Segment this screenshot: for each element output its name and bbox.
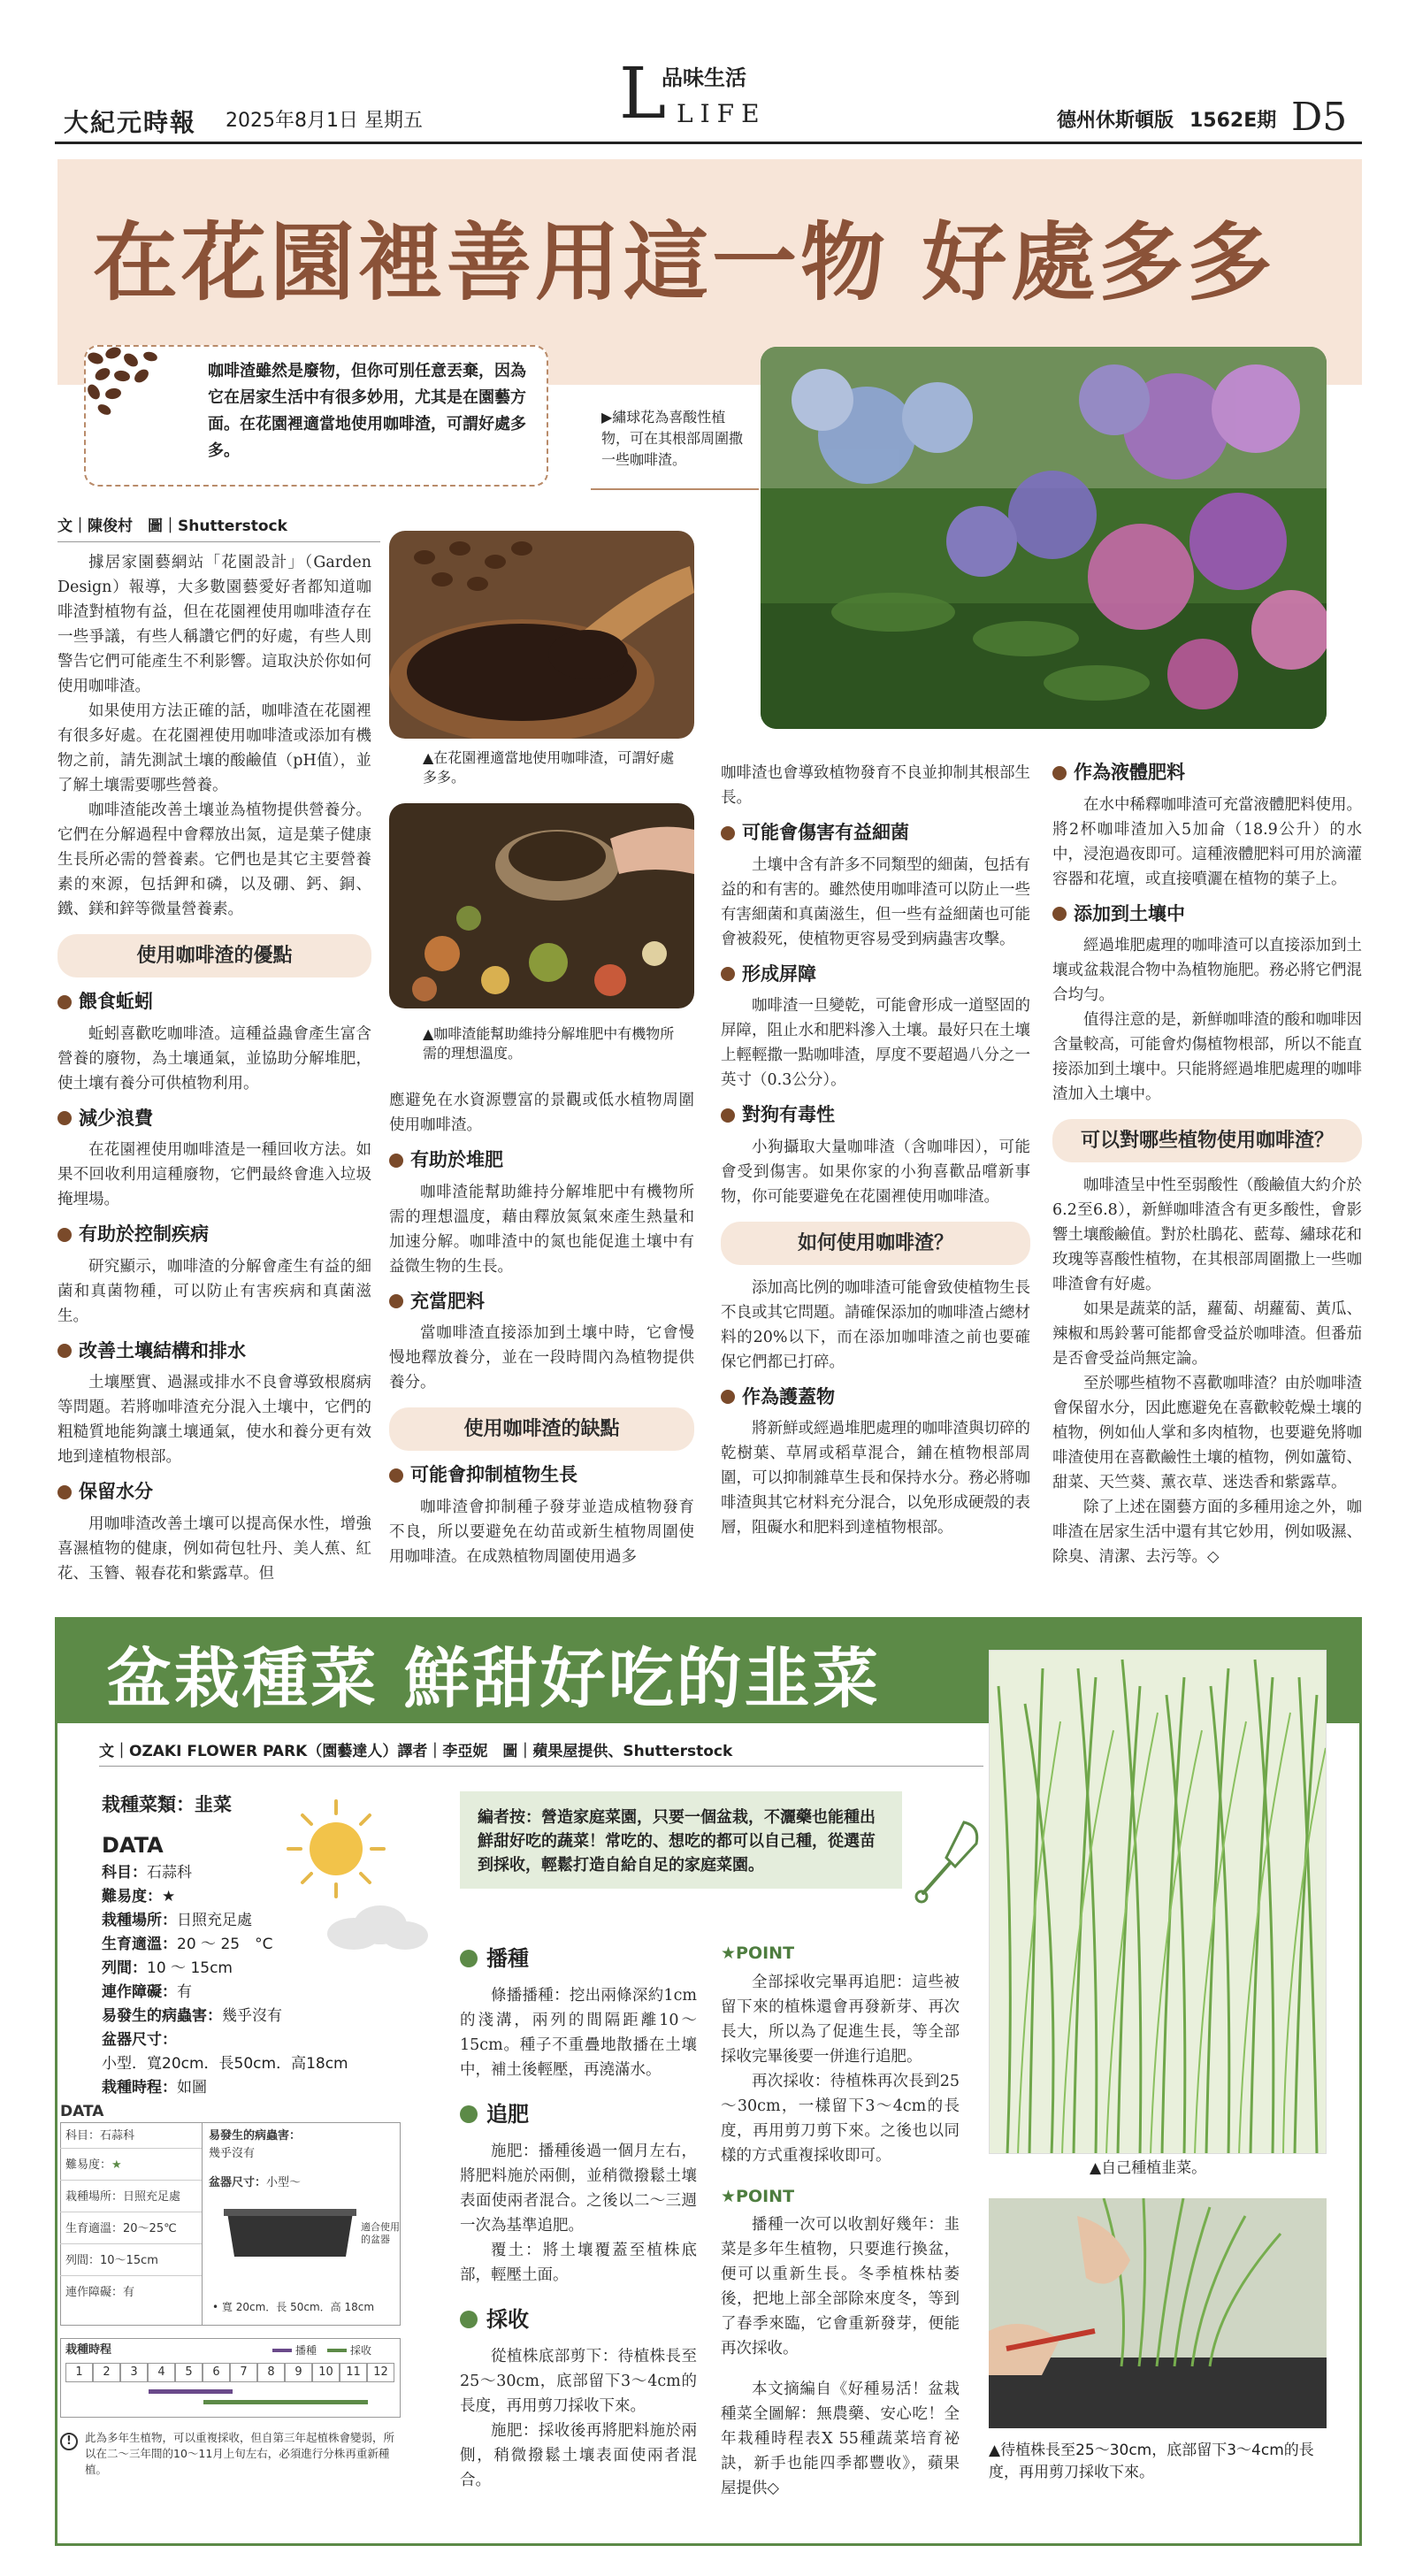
body-paragraph: 當咖啡渣直接添加到土壤中時，它會慢慢地釋放養分，並在一段時間內為植物提供養分。: [389, 1324, 694, 1392]
point-label: ★POINT: [721, 1944, 795, 1963]
hydrangea-photo: [761, 347, 1327, 729]
howto-header: 如何使用咖啡渣？: [721, 1222, 1030, 1265]
body-paragraph: 小狗攝取大量咖啡渣（含咖啡因），可能會受到傷害。如果你家的小狗喜歡品嚐新事物，你可能要避免在花園裡使用咖啡渣。: [721, 1138, 1030, 1206]
subheading: 有助於堆肥: [389, 1146, 694, 1175]
article1-column-3: [721, 761, 1030, 1540]
body-paragraph: 在水中稀釋咖啡渣可充當液體肥料使用。將2杯咖啡渣加入5加侖（18.9公升）的水中，浸泡過夜即可。這種液體肥料可用於滴灌容器和花壇，或直接噴灑在植物的葉子上。: [1052, 795, 1362, 888]
intro-text: 咖啡渣雖然是廢物，但你可別任意丟棄，因為它在居家生活中有很多妙用，尤其是在園藝方面。在花園裡適當地使用咖啡渣，可謂好處多多。: [208, 362, 526, 460]
schedule-label: 栽種時程: [65, 2343, 112, 2357]
green-dot-icon: [460, 2105, 478, 2123]
bullet-dot-icon: [721, 1390, 735, 1404]
mini-pot-label: 適合使用的盆器: [361, 2221, 400, 2245]
schedule-bar-sow: [149, 2389, 233, 2394]
bullet-dot-icon: [721, 826, 735, 840]
editor-note: [460, 1791, 902, 1889]
article1-column-1: [57, 550, 371, 1586]
section-name-en: LIFE: [677, 99, 767, 128]
body-paragraph: 用咖啡渣改善土壤可以提高保水性，增強喜濕植物的健康，例如荷包牡丹、美人蕉、紅花、玉簪、報春花和紫露草。但: [57, 1514, 371, 1583]
chives-top-caption: ▲自己種植韭菜。: [1090, 2159, 1207, 2177]
body-paragraph: 研究顯示，咖啡渣的分解會產生有益的細菌和真菌物種，可以防止有害疾病和真菌滋生。: [57, 1257, 371, 1325]
subheading: 有助於控制疾病: [57, 1221, 371, 1249]
subheading: 追肥: [460, 2098, 697, 2130]
mini-row: 連作障礙：有: [65, 2286, 135, 2299]
legend-sow: 播種: [295, 2344, 317, 2357]
section-logo-letter: L: [619, 52, 667, 134]
bullet-dot-icon: [1052, 907, 1067, 921]
article2-column-a: [460, 1937, 697, 2493]
masthead: [0, 0, 1415, 146]
data-row: 科目：石蒜科: [102, 1864, 192, 1882]
sun-icon: [283, 1796, 389, 1902]
page-number: D5: [1291, 95, 1348, 140]
article1-column-4: [1052, 750, 1362, 1569]
subheading: 餵食蚯蚓: [57, 988, 371, 1016]
subheading: 播種: [460, 1943, 697, 1974]
subheading: 對狗有毒性: [721, 1101, 1030, 1130]
mini-data-title: DATA: [60, 2103, 104, 2120]
bullet-dot-icon: [721, 1108, 735, 1123]
bullet-dot-icon: [57, 1111, 72, 1125]
article1-byline: 文｜陳俊村 圖｜Shutterstock: [57, 518, 287, 535]
chives-bottom-caption: ▲待植株長至25～30cm，底部留下3～4cm的長度，再用剪刀採收下來。: [989, 2442, 1314, 2481]
bullet-dot-icon: [57, 995, 72, 1009]
body-paragraph: 值得注意的是，新鮮咖啡渣的酸和咖啡因含量較高，可能會灼傷植物根部，所以不能直接添加到土壤中。只能將經過堆肥處理的咖啡渣加入土壤中。: [1052, 1011, 1362, 1103]
subheading: 形成屏障: [721, 961, 1030, 989]
body-paragraph: 施肥：採收後再將肥料施於兩側，稍微撥鬆土壤表面使兩者混合。: [460, 2422, 697, 2489]
data-row: 列間：10 ～ 15cm: [102, 1959, 233, 1977]
paper-name: 大紀元時報: [64, 108, 197, 137]
data-title: DATA: [102, 1833, 164, 1858]
body-paragraph: 咖啡渣呈中性至弱酸性（酸鹼值大約介於6.2至6.8），新鮮咖啡渣含有更多酸性，會影響土壤酸鹼值。對於杜鵑花、藍莓、繡球花和玫瑰等喜酸性植物，在其根部周圍撒上一些咖啡渣會有好處。: [1052, 1177, 1362, 1293]
photo1-caption: ▲在花園裡適當地使用咖啡渣，可謂好處多多。: [423, 749, 675, 786]
body-paragraph: 蚯蚓喜歡吃咖啡渣。這種益蟲會產生富含營養的廢物，為土壤通氣，並協助分解堆肥，使土壤有養分可供植物利用。: [57, 1024, 371, 1092]
schedule-bar-harvest: [203, 2400, 368, 2404]
subheading: 添加到土壤中: [1052, 901, 1362, 929]
hydrangea-caption: ▶繡球花為喜酸性植物，可在其根部周圍撒一些咖啡渣。: [601, 409, 744, 468]
benefits-header: 使用咖啡渣的優點: [57, 934, 371, 978]
body-paragraph: 咖啡渣能幫助維持分解堆肥中有機物所需的理想溫度，藉由釋放氮氣來產生熱量和加速分解。咖啡渣中的氮也能促進土壤中有益微生物的生長。: [389, 1183, 694, 1276]
body-paragraph: 從植株底部剪下：待植株長至25～30cm，底部留下3～4cm的長度，再用剪刀採收下來。: [460, 2348, 697, 2415]
bullet-dot-icon: [389, 1468, 403, 1483]
mini-note: 此為多年生植物，可以重複採收，但自第三年起植株會變弱，所以在二～三年間的10～11月上旬左右，必須進行分株再重新種植。: [85, 2431, 395, 2476]
body-paragraph: 咖啡渣也會導致植物發育不良並抑制其根部生長。: [721, 764, 1030, 807]
body-paragraph: 應避免在水資源豐富的景觀或低水植物周圍使用咖啡渣。: [389, 1092, 694, 1134]
body-paragraph: 至於哪些植物不喜歡咖啡渣？由於咖啡渣會保留水分，因此應避免在喜歡較乾燥土壤的植物，例如仙人掌和多肉植物，也要避免將咖啡渣使用在喜歡鹼性土壤的植物，例如蘆筍、甜菜、天竺葵、薰衣草、迷迭香和紫露草。: [1052, 1375, 1362, 1491]
bullet-dot-icon: [57, 1344, 72, 1358]
subheading: 改善土壤結構和排水: [57, 1338, 371, 1366]
body-paragraph: 經過堆肥處理的咖啡渣可以直接添加到土壤或盆栽混合物中為植物施肥。務必將它們混合均勻。: [1052, 937, 1362, 1004]
data-row: 栽種時程：如圖: [102, 2079, 207, 2097]
article1-column-2: [389, 1088, 694, 1569]
planter-illustration: [224, 2207, 356, 2260]
trowel-icon: [911, 1813, 982, 1911]
subheading: 採收: [460, 2304, 697, 2335]
issue-number: 1562E期: [1189, 110, 1277, 132]
body-paragraph: 如果是蔬菜的話，蘿蔔、胡蘿蔔、黃瓜、辣椒和馬鈴薯可能都會受益於咖啡渣。但番茄是否會受益尚無定論。: [1052, 1300, 1362, 1368]
body-paragraph: 土壤中含有許多不同類型的細菌，包括有益的和有害的。雖然使用咖啡渣可以防止一些有害細菌和真菌滋生，但一些有益細菌也可能會被殺死，使植物更容易受到病蟲害攻擊。: [721, 855, 1030, 948]
data-row: 盆器尺寸：: [102, 2031, 177, 2049]
data-row: 小型．寬20cm．長50cm．高18cm: [102, 2055, 348, 2073]
subheading: 作為護蓋物: [721, 1384, 1030, 1412]
chives-photo-top: [989, 1650, 1327, 2154]
mini-data-box: DATA 科目：石蒜科 難易度：★ 栽種場所：日照充足處 生育適溫：20～25℃ 列間：10～15cm 連作障礙：有 易發生的病蟲害： 幾乎沒有 盆器尺寸：小型～ 適合使用的盆器 • 寬 20cm．長 50cm．高 18cm 栽種時程 播種 採收 1 2 3 4 5 6 7 8 9 10 11 12 ! 此為多年生植物，可以重複採收，但自第三年起植株會變弱，所以在二～三年間的10～11月上旬左右，必須進行分株再重新種植。: [60, 2103, 400, 2476]
subheading: 可能會抑制植物生長: [389, 1461, 694, 1490]
bullet-dot-icon: [57, 1485, 72, 1499]
subheading: 可能會傷害有益細菌: [721, 819, 1030, 847]
mini-row: 列間：10～15cm: [60, 2244, 202, 2276]
data-list: [102, 1861, 455, 2100]
bullet-dot-icon: [721, 967, 735, 981]
masthead-rule: [55, 142, 1362, 144]
green-dot-icon: [460, 1950, 478, 1967]
mini-row: 科目：石蒜科: [60, 2122, 202, 2149]
body-paragraph: 除了上述在園藝方面的多種用途之外，咖啡渣在居家生活中還有其它妙用，例如吸濕、除臭、清潔、去污等。◇: [1052, 1499, 1362, 1566]
body-paragraph: 條播播種：挖出兩條深約1cm的淺溝，兩列的間隔距離10～15cm。種子不重疊地散播在土壤中，補土後輕壓，再澆滿水。: [460, 1987, 697, 2079]
mini-row: 難易度：★: [60, 2149, 202, 2181]
body-paragraph: 咖啡渣會抑制種子發芽並造成植物發育不良，所以要避免在幼苗或新生植物周圍使用咖啡渣。在成熟植物周圍使用過多: [389, 1498, 694, 1566]
photo2-caption: ▲咖啡渣能幫助維持分解堆肥中有機物所需的理想溫度。: [423, 1025, 675, 1062]
bullet-dot-icon: [57, 1228, 72, 1242]
mini-pest-label: 易發生的病蟲害：: [209, 2129, 302, 2143]
byline-rule-2: [99, 1766, 983, 1767]
bullet-dot-icon: [389, 1294, 403, 1308]
data-row: 連作障礙：有: [102, 1983, 192, 2001]
drawbacks-header: 使用咖啡渣的缺點: [389, 1407, 694, 1451]
body-paragraph: 本文摘編自《好種易活！盆栽種菜全圖解：無農藥、安心吃！全年栽種時程表X 55種蔬菜培育祕訣，新手也能四季都豐收》，蘋果屋提供◇: [721, 2380, 960, 2497]
data-row: 難易度：★: [102, 1888, 176, 1905]
subheading: 保留水分: [57, 1478, 371, 1506]
edition-label: 德州休斯頓版: [1057, 110, 1174, 132]
chives-photo-bottom: [989, 2198, 1327, 2428]
body-paragraph: 在花園裡使用咖啡渣是一種回收方法。如果不回收利用這種廢物，它們最終會進入垃圾掩埋場。: [57, 1141, 371, 1208]
cloud-icon: [318, 1900, 433, 1953]
bullet-dot-icon: [1052, 766, 1067, 780]
point-label: ★POINT: [721, 2186, 795, 2206]
editor-note-text: 編者按：營造家庭菜園，只要一個盆栽，不灑藥也能種出鮮甜好吃的蔬菜！常吃的、想吃的都可以自己種，從選苗到採收，輕鬆打造自給自足的家庭菜園。: [478, 1808, 876, 1874]
subheading: 減少浪費: [57, 1105, 371, 1133]
subheading: 充當肥料: [389, 1288, 694, 1316]
veg-type: 栽種菜類：韭菜: [102, 1794, 232, 1815]
lead-paragraph: 據居家園藝網站「花園設計」（Garden Design）報導，大多數園藝愛好者都知道咖啡渣對植物有益，但在花園裡使用咖啡渣存在一些爭議，有些人稱讚它們的好處，有些人則警告它們可能產生不利影響。這取決於你如何使用咖啡渣。: [57, 554, 371, 695]
mini-row: 生育適溫：20～25℃: [60, 2212, 202, 2244]
month-row: 1 2 3 4 5 6 7 8 9 10 11 12: [65, 2363, 394, 2382]
body-paragraph: 土壤壓實、過濕或排水不良會導致根腐病等問題。若將咖啡渣充分混入土壤中，它們的粗糙質地能夠讓土壤通氣，使水和養分更有效地到達植物根部。: [57, 1374, 371, 1466]
lead-paragraph: 咖啡渣能改善土壤並為植物提供營養分。它們在分解過程中會釋放出氮，這是葉子健康生長所必需的營養素。它們也是其它主要營養素的來源，包括鉀和磷，以及硼、鈣、銅、鐵、鎂和鋅等微量營養素。: [57, 801, 371, 918]
data-row: 栽種場所：日照充足處: [102, 1912, 252, 1929]
compost-photo: [389, 803, 694, 1008]
mini-row: 栽種場所：日照充足處: [60, 2181, 202, 2212]
caption-pointer-line: [591, 488, 759, 490]
section-name-cn: 品味生活: [662, 65, 746, 90]
byline-rule: [57, 541, 380, 542]
legend-harvest: 採收: [350, 2344, 372, 2357]
coffee-beans-illustration: [78, 341, 184, 429]
info-icon: !: [60, 2433, 78, 2450]
issue-date: 2025年8月1日 星期五: [226, 110, 423, 132]
body-paragraph: 施肥：播種後過一個月左右，將肥料施於兩側，並稍微撥鬆土壤表面使兩者混合。之後以二～三週一次為基準追肥。: [460, 2143, 697, 2235]
coffee-grounds-photo: [389, 531, 694, 739]
body-paragraph: 添加高比例的咖啡渣可能會致使植物生長不良或其它問題。請確保添加的咖啡渣占總材料的20%以下，而在添加咖啡渣之前也要確保它們都已打碎。: [721, 1278, 1030, 1371]
green-dot-icon: [460, 2311, 478, 2328]
body-paragraph: 再次採收：待植株再次長到25～30cm，一樣留下3～4cm的長度，再用剪刀剪下來。之後也以同樣的方式重複採收即可。: [721, 2072, 960, 2165]
body-paragraph: 咖啡渣一旦變乾，可能會形成一道堅固的屏障，阻止水和肥料滲入土壤。最好只在土壤上輕輕撒一點咖啡渣，厚度不要超過八分之一英寸（0.3公分）。: [721, 997, 1030, 1089]
mini-pot-dims: • 寬 20cm．長 50cm．高 18cm: [212, 2301, 375, 2313]
mini-pest-value: 幾乎沒有: [209, 2146, 256, 2160]
data-row: 易發生的病蟲害：幾乎沒有: [102, 2007, 282, 2025]
lead-paragraph: 如果使用方法正確的話，咖啡渣在花園裡有很多好處。在花園裡使用咖啡渣或添加有機物之前，請先測試土壤的酸鹼值（pH值），並了解土壤需要哪些營養。: [57, 702, 371, 794]
which-plants-header: 可以對哪些植物使用咖啡渣？: [1052, 1119, 1362, 1162]
bullet-dot-icon: [389, 1154, 403, 1168]
body-paragraph: 全部採收完畢再追肥：這些被留下來的植株還會再發新芽、再次長大，所以為了促進生長，等全部採收完畢後要一併進行追肥。: [721, 1973, 960, 2066]
subheading: 作為液體肥料: [1052, 759, 1362, 787]
article2-title: 盆栽種菜 鮮甜好吃的韭菜: [106, 1641, 881, 1717]
body-paragraph: 將新鮮或經過堆肥處理的咖啡渣與切碎的乾樹葉、草屑或稻草混合，鋪在植物根部周圍，可以抑制雜草生長和保持水分。務必將咖啡渣與其它材料充分混合，以免形成硬殼的表層，阻礙水和肥料到達植物根部。: [721, 1420, 1030, 1537]
body-paragraph: 覆土：將土壤覆蓋至植株底部，輕壓土面。: [460, 2242, 697, 2284]
data-row: 生育適溫：20 ～ 25 °C: [102, 1936, 273, 1953]
article1-title: 在花園裡善用這一物 好處多多: [93, 213, 1276, 312]
article2-byline: 文｜OZAKI FLOWER PARK（園藝達人）譯者｜李亞妮 圖｜蘋果屋提供、Shutterstock: [99, 1743, 733, 1760]
body-paragraph: 播種一次可以收割好幾年：韭菜是多年生植物，只要進行換盆，便可以重新生長。冬季植株枯萎後，把地上部全部除來度冬，等到了春季來臨，它會重新發芽，便能再次採收。: [721, 2216, 960, 2358]
article2-column-b: [721, 1937, 960, 2501]
